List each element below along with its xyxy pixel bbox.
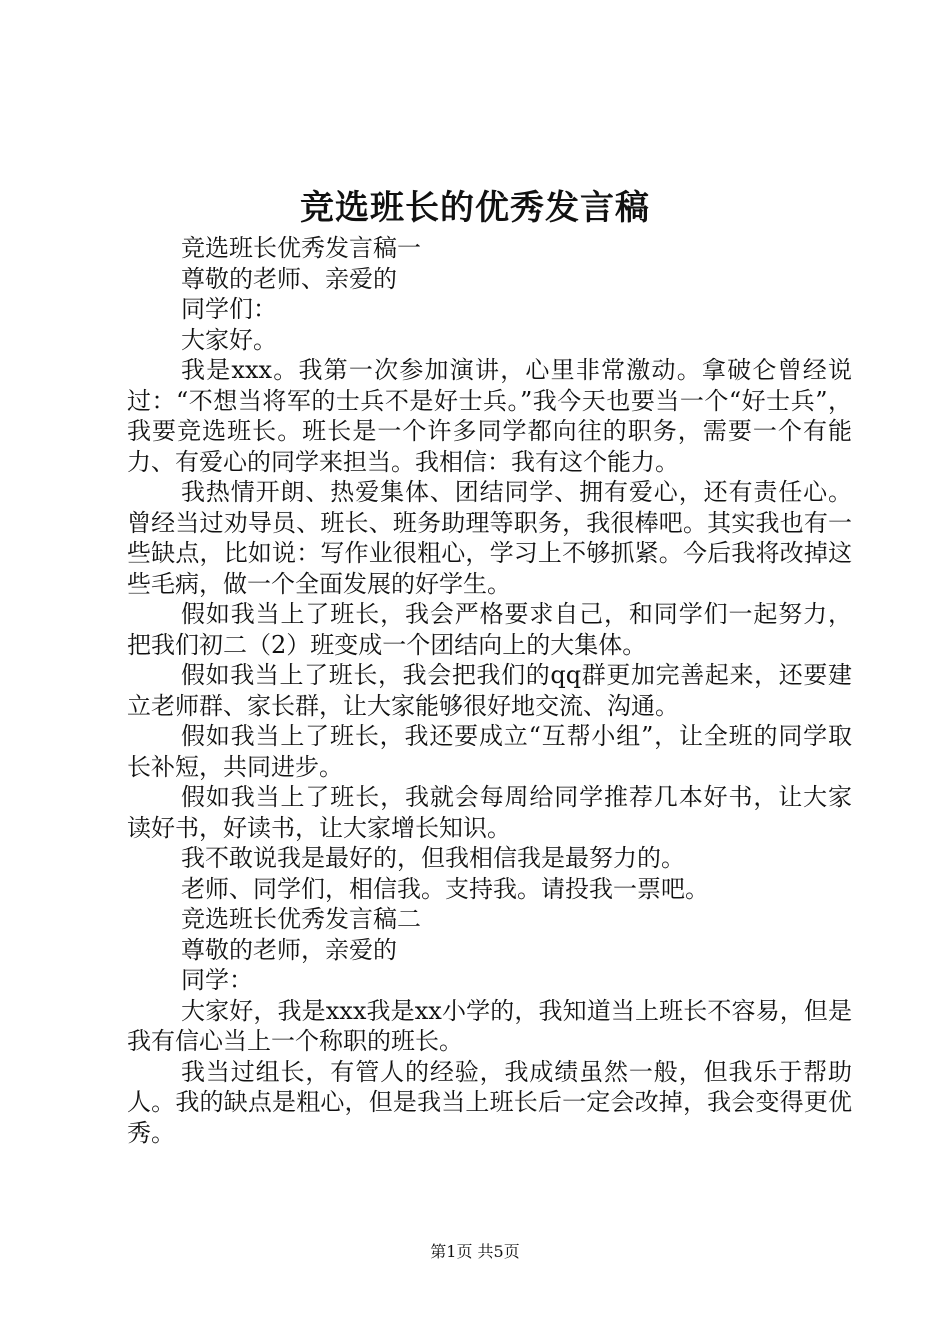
paragraph: 大家好。 xyxy=(181,325,277,354)
page-number-footer: 第1页 共5页 xyxy=(430,1242,520,1261)
paragraph: 尊敬的老师，亲爱的 xyxy=(181,935,397,964)
paragraph: 假如我当上了班长，我就会每周给同学推荐几本好书，让大家读好书，好读书，让大家增长知识。 xyxy=(127,783,852,842)
document-title: 竞选班长的优秀发言稿 xyxy=(300,188,650,228)
paragraph: 假如我当上了班长，我会严格要求自己，和同学们一起努力，把我们初二（2）班变成一个团结向上的大集体。 xyxy=(127,600,852,659)
paragraph: 竞选班长优秀发言稿二 xyxy=(181,905,421,933)
paragraph: 假如我当上了班长，我会把我们的qq群更加完善起来，还要建立老师群、家长群，让大家能够很好地交流、沟通。 xyxy=(127,661,852,720)
paragraph: 我热情开朗、热爱集体、团结同学、拥有爱心，还有责任心。曾经当过劝导员、班长、班务助理等职务，我很棒吧。其实我也有一些缺点，比如说：写作业很粗心，学习上不够抓紧。今后我将改掉这些毛病，做一个全面发展的好学生。 xyxy=(127,478,852,598)
paragraph: 竞选班长优秀发言稿一 xyxy=(181,234,421,262)
paragraph: 我当过组长，有管人的经验，我成绩虽然一般，但我乐于帮助人。我的缺点是粗心，但是我当上班长后一定会改掉，我会变得更优秀。 xyxy=(127,1057,852,1147)
paragraph: 我是xxx。我第一次参加演讲，心里非常激动。拿破仑曾经说过：“不想当将军的士兵不是好士兵。”我今天也要当一个“好士兵”，我要竞选班长。班长是一个许多同学都向往的职务，需要一个有能力、有爱心的同学来担当。我相信：我有这个能力。 xyxy=(127,356,852,476)
document-body xyxy=(127,233,852,1148)
paragraph: 同学们： xyxy=(181,295,277,323)
paragraph: 大家好，我是xxx我是xx小学的，我知道当上班长不容易，但是我有信心当上一个称职的班长。 xyxy=(127,996,852,1055)
paragraph: 尊敬的老师、亲爱的 xyxy=(181,264,397,293)
paragraph: 老师、同学们，相信我。支持我。请投我一票吧。 xyxy=(181,874,709,903)
paragraph: 同学： xyxy=(181,966,253,994)
paragraph: 假如我当上了班长，我还要成立“互帮小组”，让全班的同学取长补短，共同进步。 xyxy=(127,722,852,781)
paragraph: 我不敢说我是最好的，但我相信我是最努力的。 xyxy=(181,844,685,872)
